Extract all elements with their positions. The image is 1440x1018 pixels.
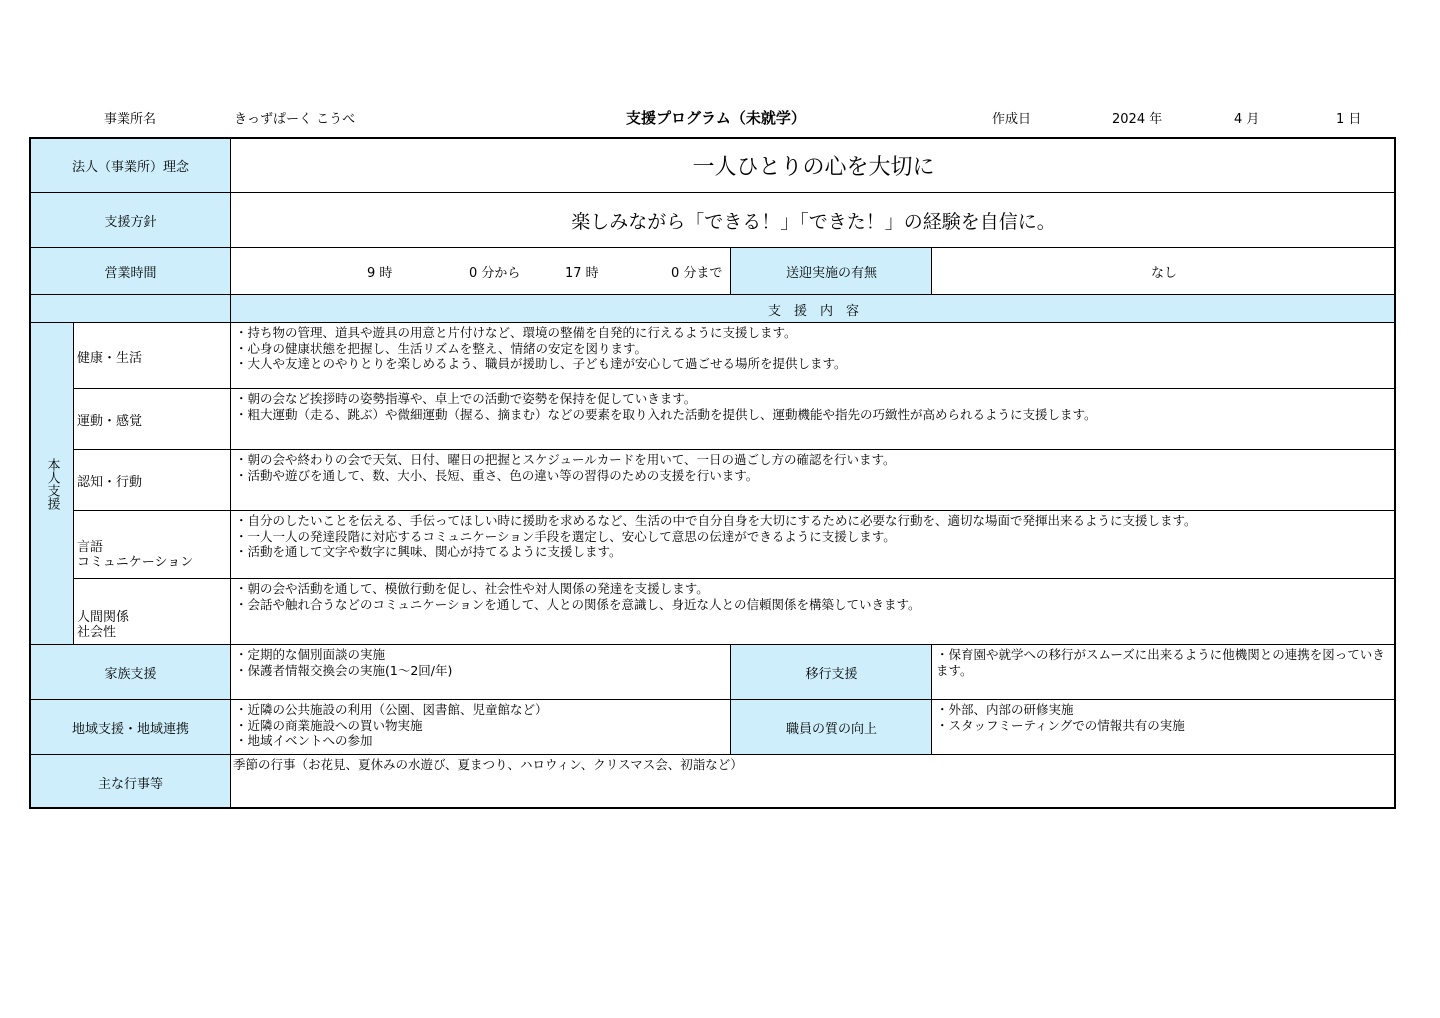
social-relations-label-text: 人間関係 社会性 bbox=[77, 610, 130, 640]
content-header-blank bbox=[29, 294, 231, 323]
personal-support-label-text: 本人支援 bbox=[44, 458, 60, 510]
transport-label: 送迎実施の有無 bbox=[730, 247, 932, 295]
staff-quality-text: ・外部、内部の研修実施 ・スタッフミーティングでの情報共有の実施 bbox=[931, 699, 1396, 755]
policy-label: 支援方針 bbox=[29, 192, 231, 248]
transition-support-label: 移行支援 bbox=[730, 644, 932, 700]
personal-support-label bbox=[29, 322, 74, 645]
page-title: 支援プログラム（未就学） bbox=[626, 109, 806, 127]
start-hour: 9 時 bbox=[367, 266, 393, 281]
social-relations-label bbox=[73, 578, 231, 645]
created-date-label: 作成日 bbox=[992, 112, 1032, 127]
content-header: 支 援 内 容 bbox=[230, 294, 1396, 323]
office-name: きっずぱーく こうべ bbox=[234, 112, 356, 127]
language-communication-text: ・自分のしたいことを伝える、手伝ってほしい時に援助を求めるなど、生活の中で自分自身を大切にするために必要な行動を、適切な場面で発揮出来るように支援します。 ・一人一人の発達段階に対応するコミュニケーション手段を選定し、安心して意思の伝達ができるように支援します。 ・活動を通して文字や数字に興味、関心が持てるように支援します。 bbox=[230, 510, 1396, 579]
hours-label: 営業時間 bbox=[29, 247, 231, 295]
philosophy-label: 法人（事業所）理念 bbox=[29, 137, 231, 193]
family-support-label: 家族支援 bbox=[29, 644, 231, 700]
events-text: 季節の行事（お花見、夏休みの水遊び、夏まつり、ハロウィン、クリスマス会、初詣など） bbox=[230, 754, 1396, 809]
health-life-label: 健康・生活 bbox=[73, 322, 231, 389]
cognition-behavior-label: 認知・行動 bbox=[73, 449, 231, 511]
hours-values bbox=[230, 247, 731, 295]
motor-sensory-text: ・朝の会など挨拶時の姿勢指導や、卓上での活動で姿勢を保持を促していきます。 ・粗大運動（走る、跳ぶ）や微細運動（握る、摘まむ）などの要素を取り入れた活動を提供し、運動機能や指先の巧緻性が高められるように支援します。 bbox=[230, 388, 1396, 450]
family-support-text: ・定期的な個別面談の実施 ・保護者情報交換会の実施(1～2回/年) bbox=[230, 644, 731, 700]
motor-sensory-label: 運動・感覚 bbox=[73, 388, 231, 450]
language-communication-label bbox=[73, 510, 231, 579]
staff-quality-label: 職員の質の向上 bbox=[730, 699, 932, 755]
language-communication-label-text: 言語 コミュニケーション bbox=[77, 540, 194, 570]
transport-value: なし bbox=[931, 247, 1396, 295]
start-minute: 0 分から bbox=[469, 266, 521, 281]
community-support-text: ・近隣の公共施設の利用（公園、図書館、児童館など） ・近隣の商業施設への買い物実施 ・地域イベントへの参加 bbox=[230, 699, 731, 755]
philosophy-value: 一人ひとりの心を大切に bbox=[230, 137, 1396, 193]
transition-support-text: ・保育園や就学への移行がスムーズに出来るように他機関との連携を図っていきます。 bbox=[931, 644, 1396, 700]
end-hour: 17 時 bbox=[565, 266, 599, 281]
office-label: 事業所名 bbox=[104, 112, 157, 127]
created-year: 2024 年 bbox=[1112, 112, 1163, 127]
health-life-text: ・持ち物の管理、道具や遊具の用意と片付けなど、環境の整備を自発的に行えるように支援します。 ・心身の健康状態を把握し、生活リズムを整え、情緒の安定を図ります。 ・大人や友達とのやりとりを楽しめるよう、職員が援助し、子ども達が安心して過ごせる場所を提供します。 bbox=[230, 322, 1396, 389]
created-day: 1 日 bbox=[1336, 112, 1362, 127]
events-label: 主な行事等 bbox=[29, 754, 231, 809]
community-support-label: 地域支援・地域連携 bbox=[29, 699, 231, 755]
policy-value: 楽しみながら「できる！」「できた！」の経験を自信に。 bbox=[230, 192, 1396, 248]
social-relations-text: ・朝の会や活動を通して、模倣行動を促し、社会性や対人関係の発達を支援します。 ・会話や触れ合うなどのコミュニケーションを通して、人との関係を意識し、身近な人との信頼関係を構築していきます。 bbox=[230, 578, 1396, 645]
created-month: 4 月 bbox=[1234, 112, 1260, 127]
cognition-behavior-text: ・朝の会や終わりの会で天気、日付、曜日の把握とスケジュールカードを用いて、一日の過ごし方の確認を行います。 ・活動や遊びを通して、数、大小、長短、重さ、色の違い等の習得のための支援を行います。 bbox=[230, 449, 1396, 511]
end-minute: 0 分まで bbox=[671, 266, 723, 281]
